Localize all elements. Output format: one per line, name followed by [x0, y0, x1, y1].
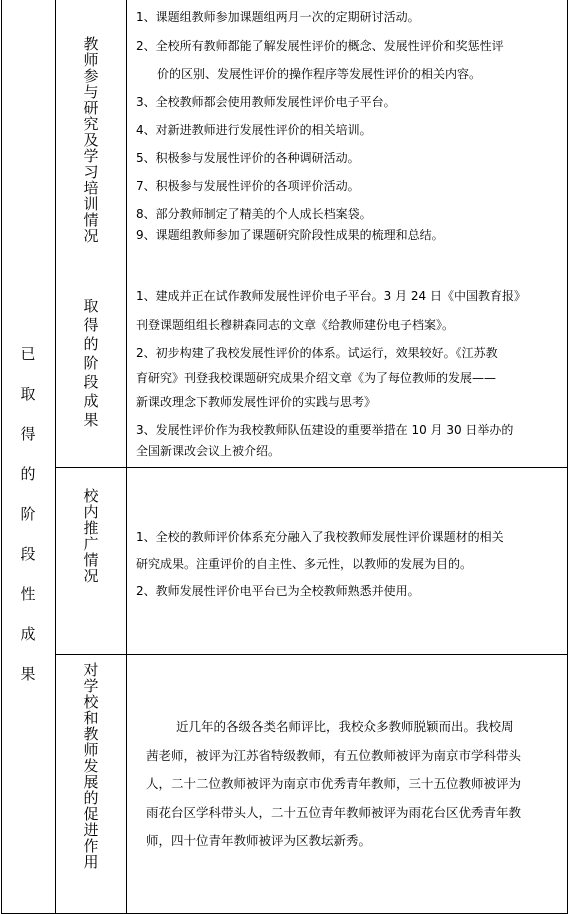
list-item: 1、建成并正在试作教师发展性评价电子平台。3 月 24 日《中国教育报》 — [136, 289, 526, 303]
section-label-char: 研 — [83, 99, 99, 117]
list-item: 4、对新进教师进行发展性评价的相关培训。 — [136, 123, 372, 137]
section-label-char: 的 — [83, 789, 99, 807]
section-label-char: 用 — [83, 853, 99, 871]
section-label-char: 究 — [83, 115, 99, 133]
section-label-char: 和 — [83, 709, 99, 727]
paragraph-line: 近几年的各级各类名师评比，我校众多教师脱颖而出。我校周 — [176, 719, 514, 734]
section-label-char: 训 — [83, 195, 99, 213]
section-label-char: 与 — [83, 83, 99, 101]
section-label-char: 培 — [83, 179, 99, 197]
paragraph-line: 人，二十二位教师被评为南京市优秀青年教师，三十五位教师被评为 — [146, 776, 522, 791]
outer-label-char: 的 — [20, 465, 36, 483]
section-label-char: 情 — [83, 211, 99, 229]
outer-label — [18, 346, 38, 682]
list-item: 1、全校的教师评价体系充分融入了我校教师发展性评价课题材的相关 — [136, 530, 504, 544]
section-label-char: 及 — [83, 131, 99, 149]
section-label-char: 对 — [83, 661, 99, 679]
section-label-char: 阶 — [83, 354, 99, 372]
section-label-char: 内 — [83, 503, 99, 521]
section-label-char: 的 — [83, 335, 99, 353]
outer-label-char: 阶 — [20, 505, 36, 523]
list-item: 5、积极参与发展性评价的各种调研活动。 — [136, 151, 360, 165]
outer-label-char: 已 — [20, 345, 36, 363]
section-label-char: 作 — [83, 837, 99, 855]
row-divider-2 — [55, 654, 568, 655]
section-label-char: 师 — [83, 741, 99, 759]
outer-label-char: 果 — [20, 665, 36, 683]
section-label-char: 推 — [83, 519, 99, 537]
list-item: 价的区别、发展性评价的操作程序等发展性评价的相关内容。 — [157, 67, 482, 81]
section-label-char: 教 — [83, 35, 99, 53]
list-item: 研究成果。注重评价的自主性、多元性，以教师的发展为目的。 — [136, 557, 473, 571]
section-label-char: 参 — [83, 67, 99, 85]
list-item: 3、全校教师都会使用教师发展性评价电子平台。 — [136, 95, 396, 109]
list-item: 2、全校所有教师都能了解发展性评价的概念、发展性评价和奖惩性评 — [136, 39, 504, 53]
section-label-char: 成 — [83, 392, 99, 410]
list-item: 2、教师发展性评价电平台已为全校教师熟悉并使用。 — [136, 584, 420, 598]
section-label-char: 校 — [83, 693, 99, 711]
table-border-right — [567, 0, 568, 914]
section-label-char: 展 — [83, 773, 99, 791]
paragraph-line: 雨花台区学科带头人，二十五位青年教师被评为雨花台区优秀青年教 — [146, 805, 522, 820]
column-divider-1 — [55, 0, 56, 914]
section-label-char: 况 — [83, 567, 99, 585]
section-label-impact — [81, 662, 101, 870]
paragraph-line: 茜老师，被评为江苏省特级教师，有五位教师被评为南京市学科带头 — [146, 748, 522, 763]
row-divider-1 — [55, 467, 568, 468]
paragraph-line: 师，四十位青年教师被评为区教坛新秀。 — [146, 833, 372, 848]
list-item: 育研究》刊登我校课题研究成果介绍文章《为了每位教师的发展—— — [136, 371, 497, 385]
section-label-promotion — [81, 488, 101, 584]
outer-label-char: 性 — [20, 585, 36, 603]
section-label-char: 情 — [83, 551, 99, 569]
outer-label-char: 成 — [20, 625, 36, 643]
outer-label-char: 段 — [20, 545, 36, 563]
table-border-left — [1, 0, 2, 914]
list-item: 8、部分教师制定了精美的个人成长档案袋。 — [136, 207, 372, 221]
list-item: 刊登课题组组长穆耕森同志的文章《给教师建份电子档案》。 — [136, 318, 455, 332]
section-label-char: 段 — [83, 373, 99, 391]
section-label-char: 学 — [83, 147, 99, 165]
section-label-char: 况 — [83, 227, 99, 245]
list-item: 3、发展性评价作为我校教师队伍建设的重要举措在 10 月 30 日举办的 — [136, 423, 514, 437]
section-label-char: 促 — [83, 805, 99, 823]
section-label-char: 习 — [83, 163, 99, 181]
column-divider-2 — [126, 0, 127, 914]
list-item: 新课改理念下教师发展性评价的实践与思考》 — [136, 395, 377, 409]
section-label-results — [81, 298, 101, 431]
list-item: 全国新课改会议上被介绍。 — [136, 444, 281, 458]
section-label-char: 学 — [83, 677, 99, 695]
outer-label-char: 得 — [20, 425, 36, 443]
section-label-char: 师 — [83, 51, 99, 69]
section-label-char: 发 — [83, 757, 99, 775]
section-label-char: 教 — [83, 725, 99, 743]
list-item: 1、课题组教师参加课题组两月一次的定期研讨活动。 — [136, 10, 420, 24]
list-item: 7、积极参与发展性评价的各项评价活动。 — [136, 179, 360, 193]
section-label-char: 广 — [83, 535, 99, 553]
section-label-char: 进 — [83, 821, 99, 839]
section-label-char: 校 — [83, 487, 99, 505]
section-label-char: 得 — [83, 316, 99, 334]
section-label-char: 果 — [83, 411, 99, 429]
list-item: 2、初步构建了我校发展性评价的体系。试运行，效果较好。《江苏教 — [136, 346, 498, 360]
list-item: 9、课题组教师参加了课题研究阶段性成果的梳理和总结。 — [136, 228, 444, 242]
section-label-training — [81, 36, 101, 244]
outer-label-char: 取 — [20, 385, 36, 403]
section-label-char: 取 — [83, 297, 99, 315]
